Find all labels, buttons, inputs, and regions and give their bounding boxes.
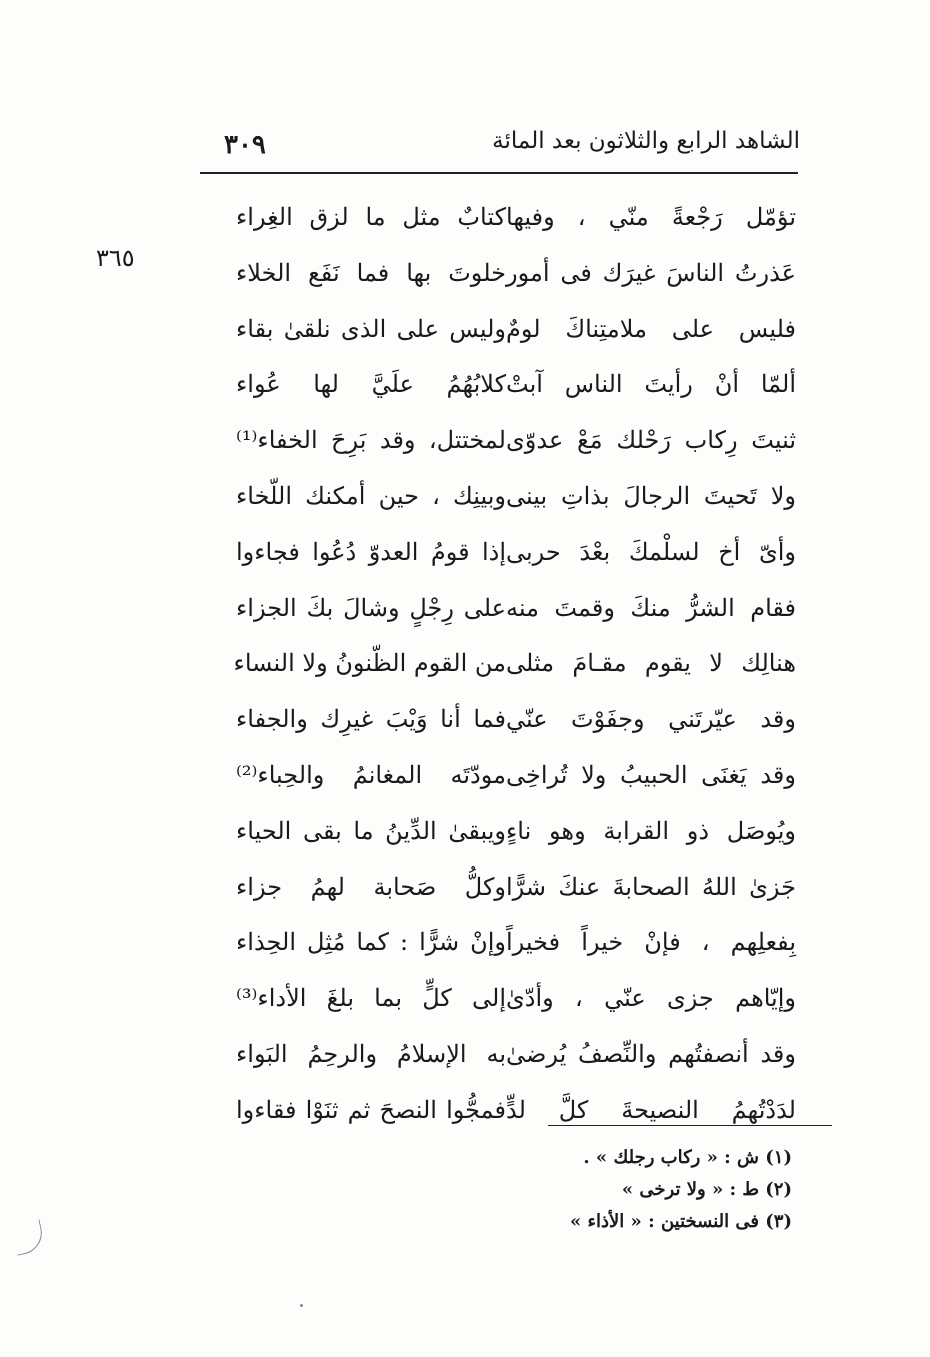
verse bbox=[236, 471, 796, 527]
first-hemistich: وقد يَغنَى الحبيبُ ولا تُراخِى bbox=[506, 760, 796, 789]
second-hemistich: إلى كلٍّ بما بلغَ الأداء⁽³⁾ bbox=[236, 984, 506, 1013]
second-hemistich: فما أنا وَيْبَ غيرِك والجفاء bbox=[236, 705, 506, 734]
first-hemistich: جَزىٰ اللهُ الصحابةَ عنكَ شرًّا bbox=[506, 872, 796, 901]
second-hemistich: وكلُّ صَحابة لهمُ جزاء bbox=[236, 872, 506, 901]
scan-speck bbox=[300, 1304, 303, 1307]
second-hemistich: خلوتَ بها فما نَفَع الخلاء bbox=[236, 258, 506, 287]
first-hemistich: فقام الشرُّ منكَ وقمتَ منه bbox=[506, 593, 796, 622]
second-hemistich: كتابٌ مثل ما لزق الغِراء bbox=[236, 203, 506, 231]
footnotes bbox=[372, 1142, 792, 1238]
first-hemistich: عَذرتُ الناسَ غيرَك فى أمور bbox=[506, 258, 796, 287]
verse bbox=[236, 583, 796, 639]
footnote: (٣) فى النسختين : « الأذاء » bbox=[570, 1211, 792, 1232]
verse bbox=[236, 806, 796, 862]
verse bbox=[236, 694, 796, 750]
verse bbox=[236, 973, 796, 1029]
first-hemistich: ألمّا أنْ رأيتَ الناس آبتْ bbox=[506, 370, 796, 399]
second-hemistich: لمختتل، وقد بَرِحَ الخفاء⁽¹⁾ bbox=[236, 426, 506, 455]
verse bbox=[236, 1085, 796, 1141]
verse bbox=[236, 917, 796, 973]
second-hemistich: على رِجْلٍ وشالَ بكَ الجزاء bbox=[236, 593, 506, 622]
first-hemistich: وأىّ أخ لسلْمكَ بعْدَ حربى bbox=[506, 537, 796, 566]
second-hemistich: وبينِك ، حين أمكنك اللّخاء bbox=[236, 481, 506, 510]
verse bbox=[236, 248, 796, 304]
verse bbox=[236, 359, 796, 415]
first-hemistich: بِفعلِهم ، فإنْ خيراً فخيراً bbox=[506, 928, 796, 957]
second-hemistich: مودّتَه المغانمُ والحِباء⁽²⁾ bbox=[236, 760, 506, 789]
first-hemistich: لدَدْتُهمُ النصيحةَ كلَّ لدٍّ bbox=[506, 1095, 796, 1124]
footnote: (٢) ط : « ولا ترخى » bbox=[621, 1179, 792, 1200]
second-hemistich: وإنْ شرًّا : كما مُثِل الحِذاء bbox=[236, 928, 506, 957]
first-hemistich: وقد أنصفتُهم والنِّصفُ يُرضىٰ bbox=[506, 1039, 796, 1068]
page-number: ٣٠٩ bbox=[224, 130, 266, 160]
first-hemistich: هنالِك لا يقوم مقـامَ مثلى bbox=[506, 649, 796, 678]
verse bbox=[236, 527, 796, 583]
footnote: (١) ش : « ركاب رجلك » . bbox=[583, 1147, 792, 1168]
running-head-title: الشاهد الرابع والثلاثون بعد المائة bbox=[492, 128, 800, 154]
first-hemistich: وإيّاهم جزى عنّي ، وأدّىٰ bbox=[506, 984, 796, 1013]
second-hemistich: من القوم الظّنونُ ولا النساء bbox=[233, 649, 506, 678]
first-hemistich: ويُوصَل ذو القرابة وهو ناءٍ bbox=[506, 816, 796, 845]
header-rule bbox=[200, 172, 798, 174]
verse bbox=[236, 862, 796, 918]
verse bbox=[236, 750, 796, 806]
second-hemistich: كلابُهُمُ علَيَّ لها عُواء bbox=[236, 370, 506, 399]
binding-curve-mark bbox=[11, 1219, 46, 1255]
verse bbox=[233, 638, 796, 694]
running-head bbox=[200, 128, 800, 168]
second-hemistich: فمجُّوا النصحَ ثم ثنَوْا فقاءوا bbox=[236, 1095, 506, 1124]
first-hemistich: ولا تَحيتَ الرجالَ بذاتِ بينى bbox=[506, 481, 796, 510]
second-hemistich: به الإسلامُ والرحِمُ البَواء bbox=[236, 1039, 506, 1068]
margin-line-number: ٣٦٥ bbox=[96, 244, 135, 272]
verse bbox=[236, 415, 796, 471]
verse bbox=[236, 1029, 796, 1085]
first-hemistich: تؤمّل رَجْعةً منّي ، وفيها bbox=[506, 203, 796, 231]
footnote-rule bbox=[548, 1125, 832, 1126]
first-hemistich: وقد عيّرتَني وجفَوْتَ عنّي bbox=[506, 705, 796, 734]
verse bbox=[236, 304, 796, 360]
first-hemistich: فليس على ملامتِناكَ لومٌ bbox=[506, 314, 796, 343]
second-hemistich: وليس على الذى نلقىٰ بقاء bbox=[236, 314, 506, 343]
poem-body bbox=[233, 192, 796, 1141]
first-hemistich: ثنيتَ رِكاب رَحْلك مَعْ عدوّى bbox=[506, 426, 796, 455]
verse bbox=[236, 192, 796, 248]
second-hemistich: ويبقىٰ الدِّينُ ما بقى الحياء bbox=[236, 816, 506, 845]
second-hemistich: إذا قومُ العدوّ دُعُوا فجاءوا bbox=[236, 537, 506, 566]
